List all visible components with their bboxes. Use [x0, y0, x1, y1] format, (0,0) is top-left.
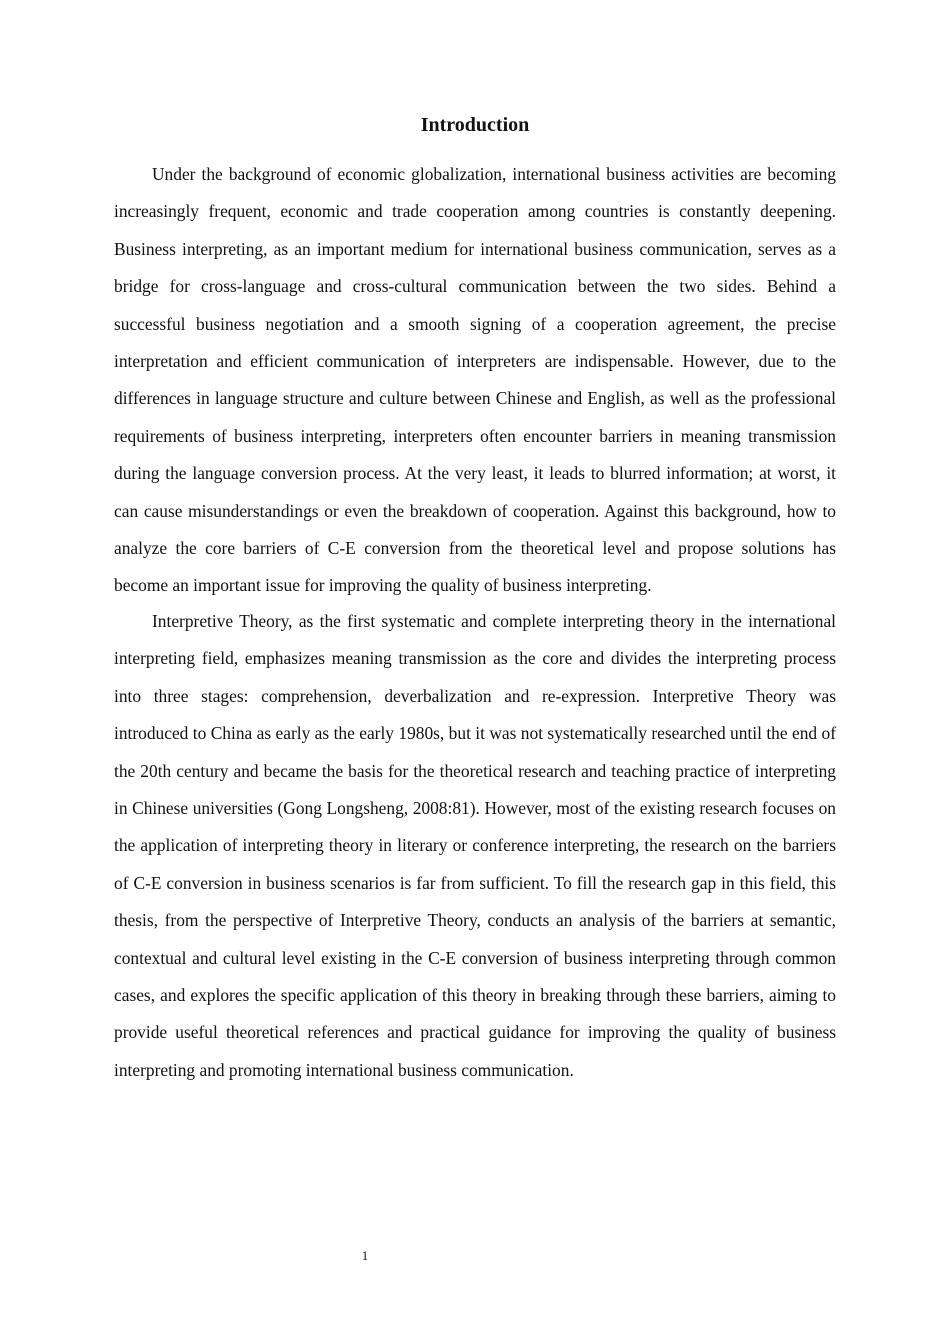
paragraph-1: Under the background of economic globalization, international business activities are becoming increasingly frequent, economic and trade cooperation among countries is constantly deepening. Business interpreting, as an important medium for international business communication, serves as a bridge for cross-language and cross-cultural communication between the two sides. Behind a successful business negotiation and a smooth signing of a cooperation agreement, the precise interpretation and efficient communication of interpreters are indispensable. However, due to the differences in language structure and culture between Chinese and English, as well as the professional requirements of business interpreting, interpreters often encounter barriers in meaning transmission during the language conversion process. At the very least, it leads to blurred information; at worst, it can cause misunderstandings or even the breakdown of cooperation. Against this background, how to analyze the core barriers of C-E conversion from the theoretical level and propose solutions has become an important issue for improving the quality of business interpreting. — [114, 164, 836, 596]
paragraph-2: Interpretive Theory, as the first systematic and complete interpreting theory in the international interpreting field, emphasizes meaning transmission as the core and divides the interpreting process into three stages: comprehension, deverbalization and re-expression. Interpretive Theory was introduced to China as early as the early 1980s, but it was not systematically researched until the end of the 20th century and became the basis for the theoretical research and teaching practice of interpreting in Chinese universities (Gong Longsheng, 2008:81). However, most of the existing research focuses on the application of interpreting theory in literary or conference interpreting, the research on the barriers of C-E conversion in business scenarios is far from sufficient. To fill the research gap in this field, this thesis, from the perspective of Interpretive Theory, conducts an analysis of the barriers at semantic, contextual and cultural level existing in the C-E conversion of business interpreting through common cases, and explores the specific application of this theory in breaking through these barriers, aiming to provide useful theoretical references and practical guidance for improving the quality of business interpreting and promoting international business communication. — [114, 610, 836, 1080]
body-text — [114, 156, 836, 1089]
page-title: Introduction — [420, 114, 530, 136]
page-number: 1 — [361, 1248, 369, 1263]
